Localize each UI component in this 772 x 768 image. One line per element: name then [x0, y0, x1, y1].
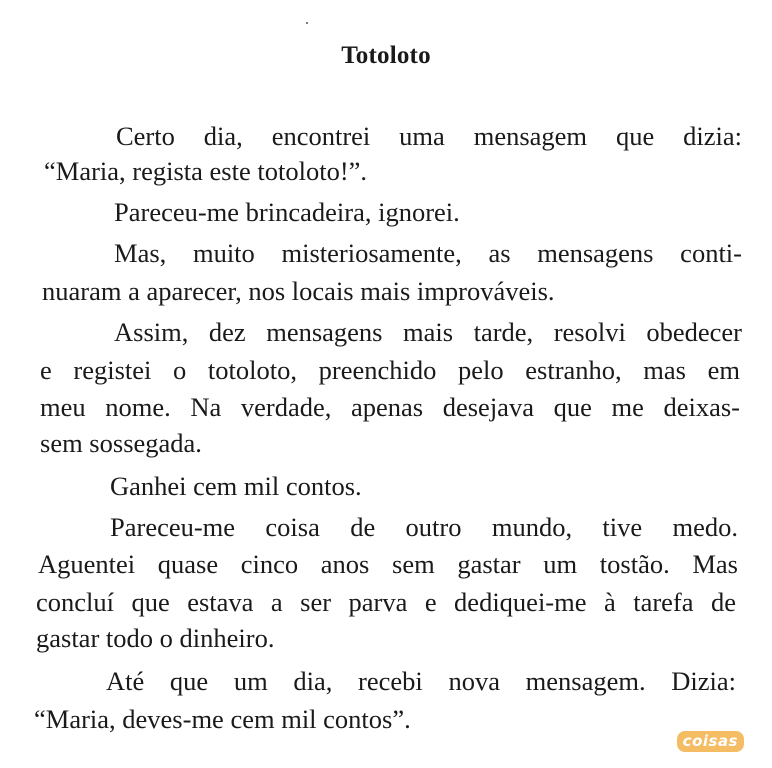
text-line: sem sossegada. — [40, 428, 202, 458]
text-line: Até que um dia, recebi nova mensagem. Dizia: — [106, 666, 736, 696]
text-line: Aguentei quase cinco anos sem gastar um tostão. Mas — [38, 549, 738, 579]
text-line: “Maria, deves-me cem mil contos”. — [34, 704, 411, 734]
text-line: Ganhei cem mil contos. — [110, 471, 362, 501]
text-line: concluí que estava a ser parva e dediquei-me à tarefa de — [36, 587, 736, 617]
document-title: Totoloto — [341, 42, 431, 69]
text-line: Pareceu-me coisa de outro mundo, tive medo. — [110, 512, 738, 542]
watermark-logo: coisas — [677, 731, 744, 752]
text-line: Certo dia, encontrei uma mensagem que dizia: — [116, 121, 742, 151]
text-line: meu nome. Na verdade, apenas desejava que me deixas- — [40, 392, 740, 422]
text-line: e registei o totoloto, preenchido pelo estranho, mas em — [40, 355, 740, 385]
text-line: Mas, muito misteriosamente, as mensagens conti- — [114, 238, 742, 268]
scan-speck — [306, 22, 308, 24]
text-line: nuaram a aparecer, nos locais mais improváveis. — [42, 276, 555, 306]
text-line: Pareceu-me brincadeira, ignorei. — [114, 197, 460, 227]
text-line: Assim, dez mensagens mais tarde, resolvi obedecer — [114, 317, 742, 347]
text-line: gastar todo o dinheiro. — [36, 623, 275, 653]
text-line: “Maria, regista este totoloto!”. — [44, 156, 368, 186]
